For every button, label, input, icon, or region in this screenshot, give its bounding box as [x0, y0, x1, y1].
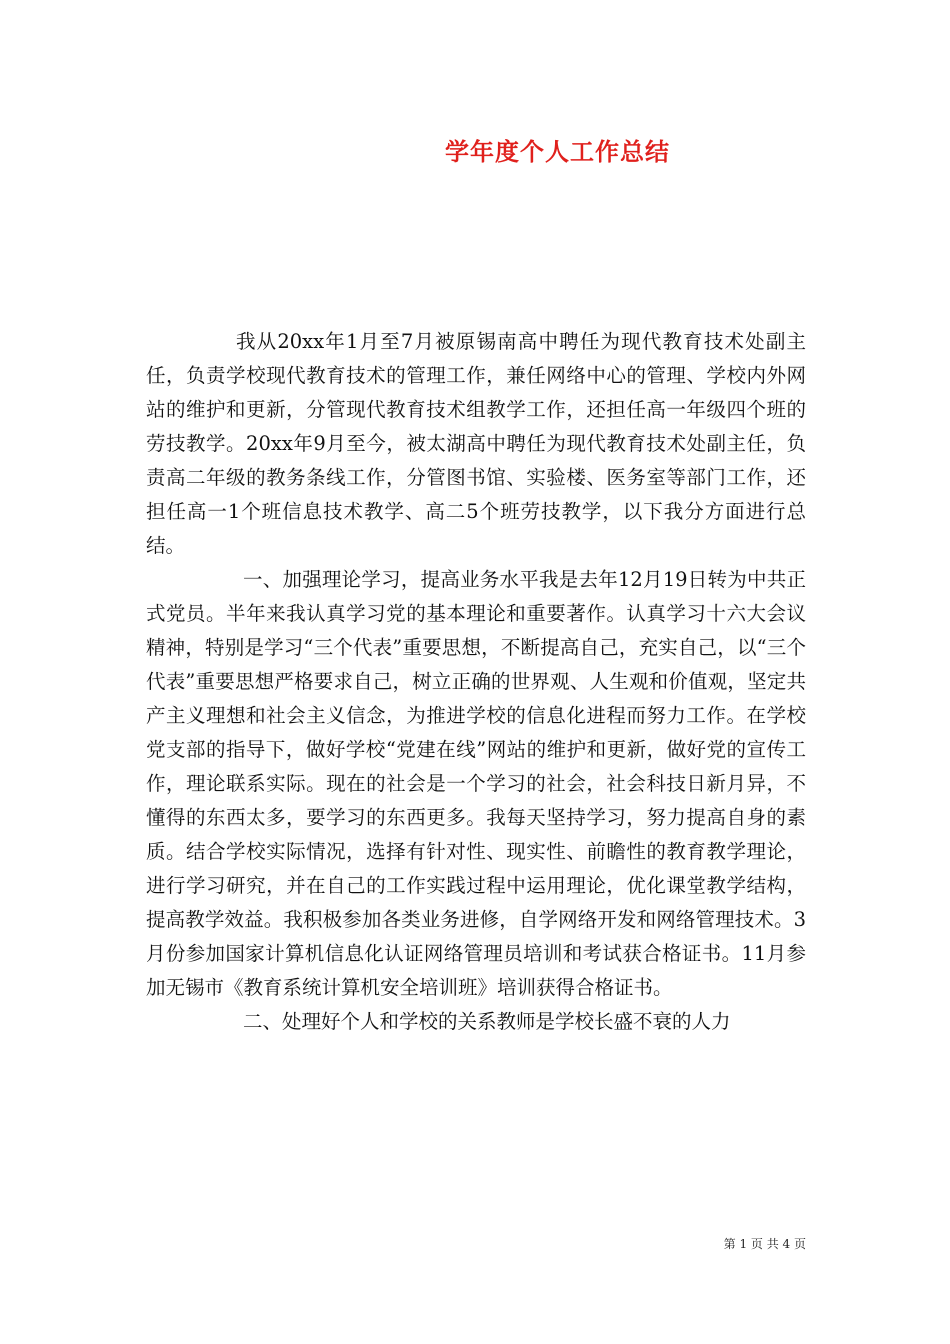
paragraph-theory-study: 一、加强理论学习，提高业务水平我是去年12月19日转为中共正式党员。半年来我认真学习党的基本理论和重要著作。认真学习十六大会议精神，特别是学习“三个代表”重要思想，不断提高自己，充实自己，以“三个代表”重要思想严格要求自己，树立正确的世界观、人生观和价值观，坚定共产主义理想和社会主义信念，为推进学校的信息化进程而努力工作。在学校党支部的指导下，做好学校“党建在线”网站的维护和更新，做好党的宣传工作，理论联系实际。现在的社会是一个学习的社会，社会科技日新月异，不懂得的东西太多，要学习的东西更多。我每天坚持学习，努力提高自身的素质。结合学校实际情况，选择有针对性、现实性、前瞻性的教育教学理论，进行学习研究，并在自己的工作实践过程中运用理论，优化课堂教学结构，提高教学效益。我积极参加各类业务进修，自学网络开发和网络管理技术。3月份参加国家计算机信息化认证网络管理员培训和考试获合格证书。11月参加无锡市《教育系统计算机安全培训班》培训获得合格证书。 [146, 568, 806, 999]
document-title: 学年度个人工作总结 [445, 137, 670, 166]
document-body [146, 325, 806, 1039]
paragraph-intro: 我从20xx年1月至7月被原锡南高中聘任为现代教育技术处副主任，负责学校现代教育技术的管理工作，兼任网络中心的管理、学校内外网站的维护和更新，分管现代教育技术组教学工作，还担任高一年级四个班的劳技教学。20xx年9月至今，被太湖高中聘任为现代教育技术处副主任，负责高二年级的教务条线工作，分管图书馆、实验楼、医务室等部门工作，还担任高一1个班信息技术教学、高二5个班劳技教学，以下我分方面进行总结。 [146, 330, 806, 557]
paragraph-relationship: 二、处理好个人和学校的关系教师是学校长盛不衰的人力 [243, 1010, 731, 1033]
page-number: 第 1 页 共 4 页 [723, 1237, 806, 1251]
